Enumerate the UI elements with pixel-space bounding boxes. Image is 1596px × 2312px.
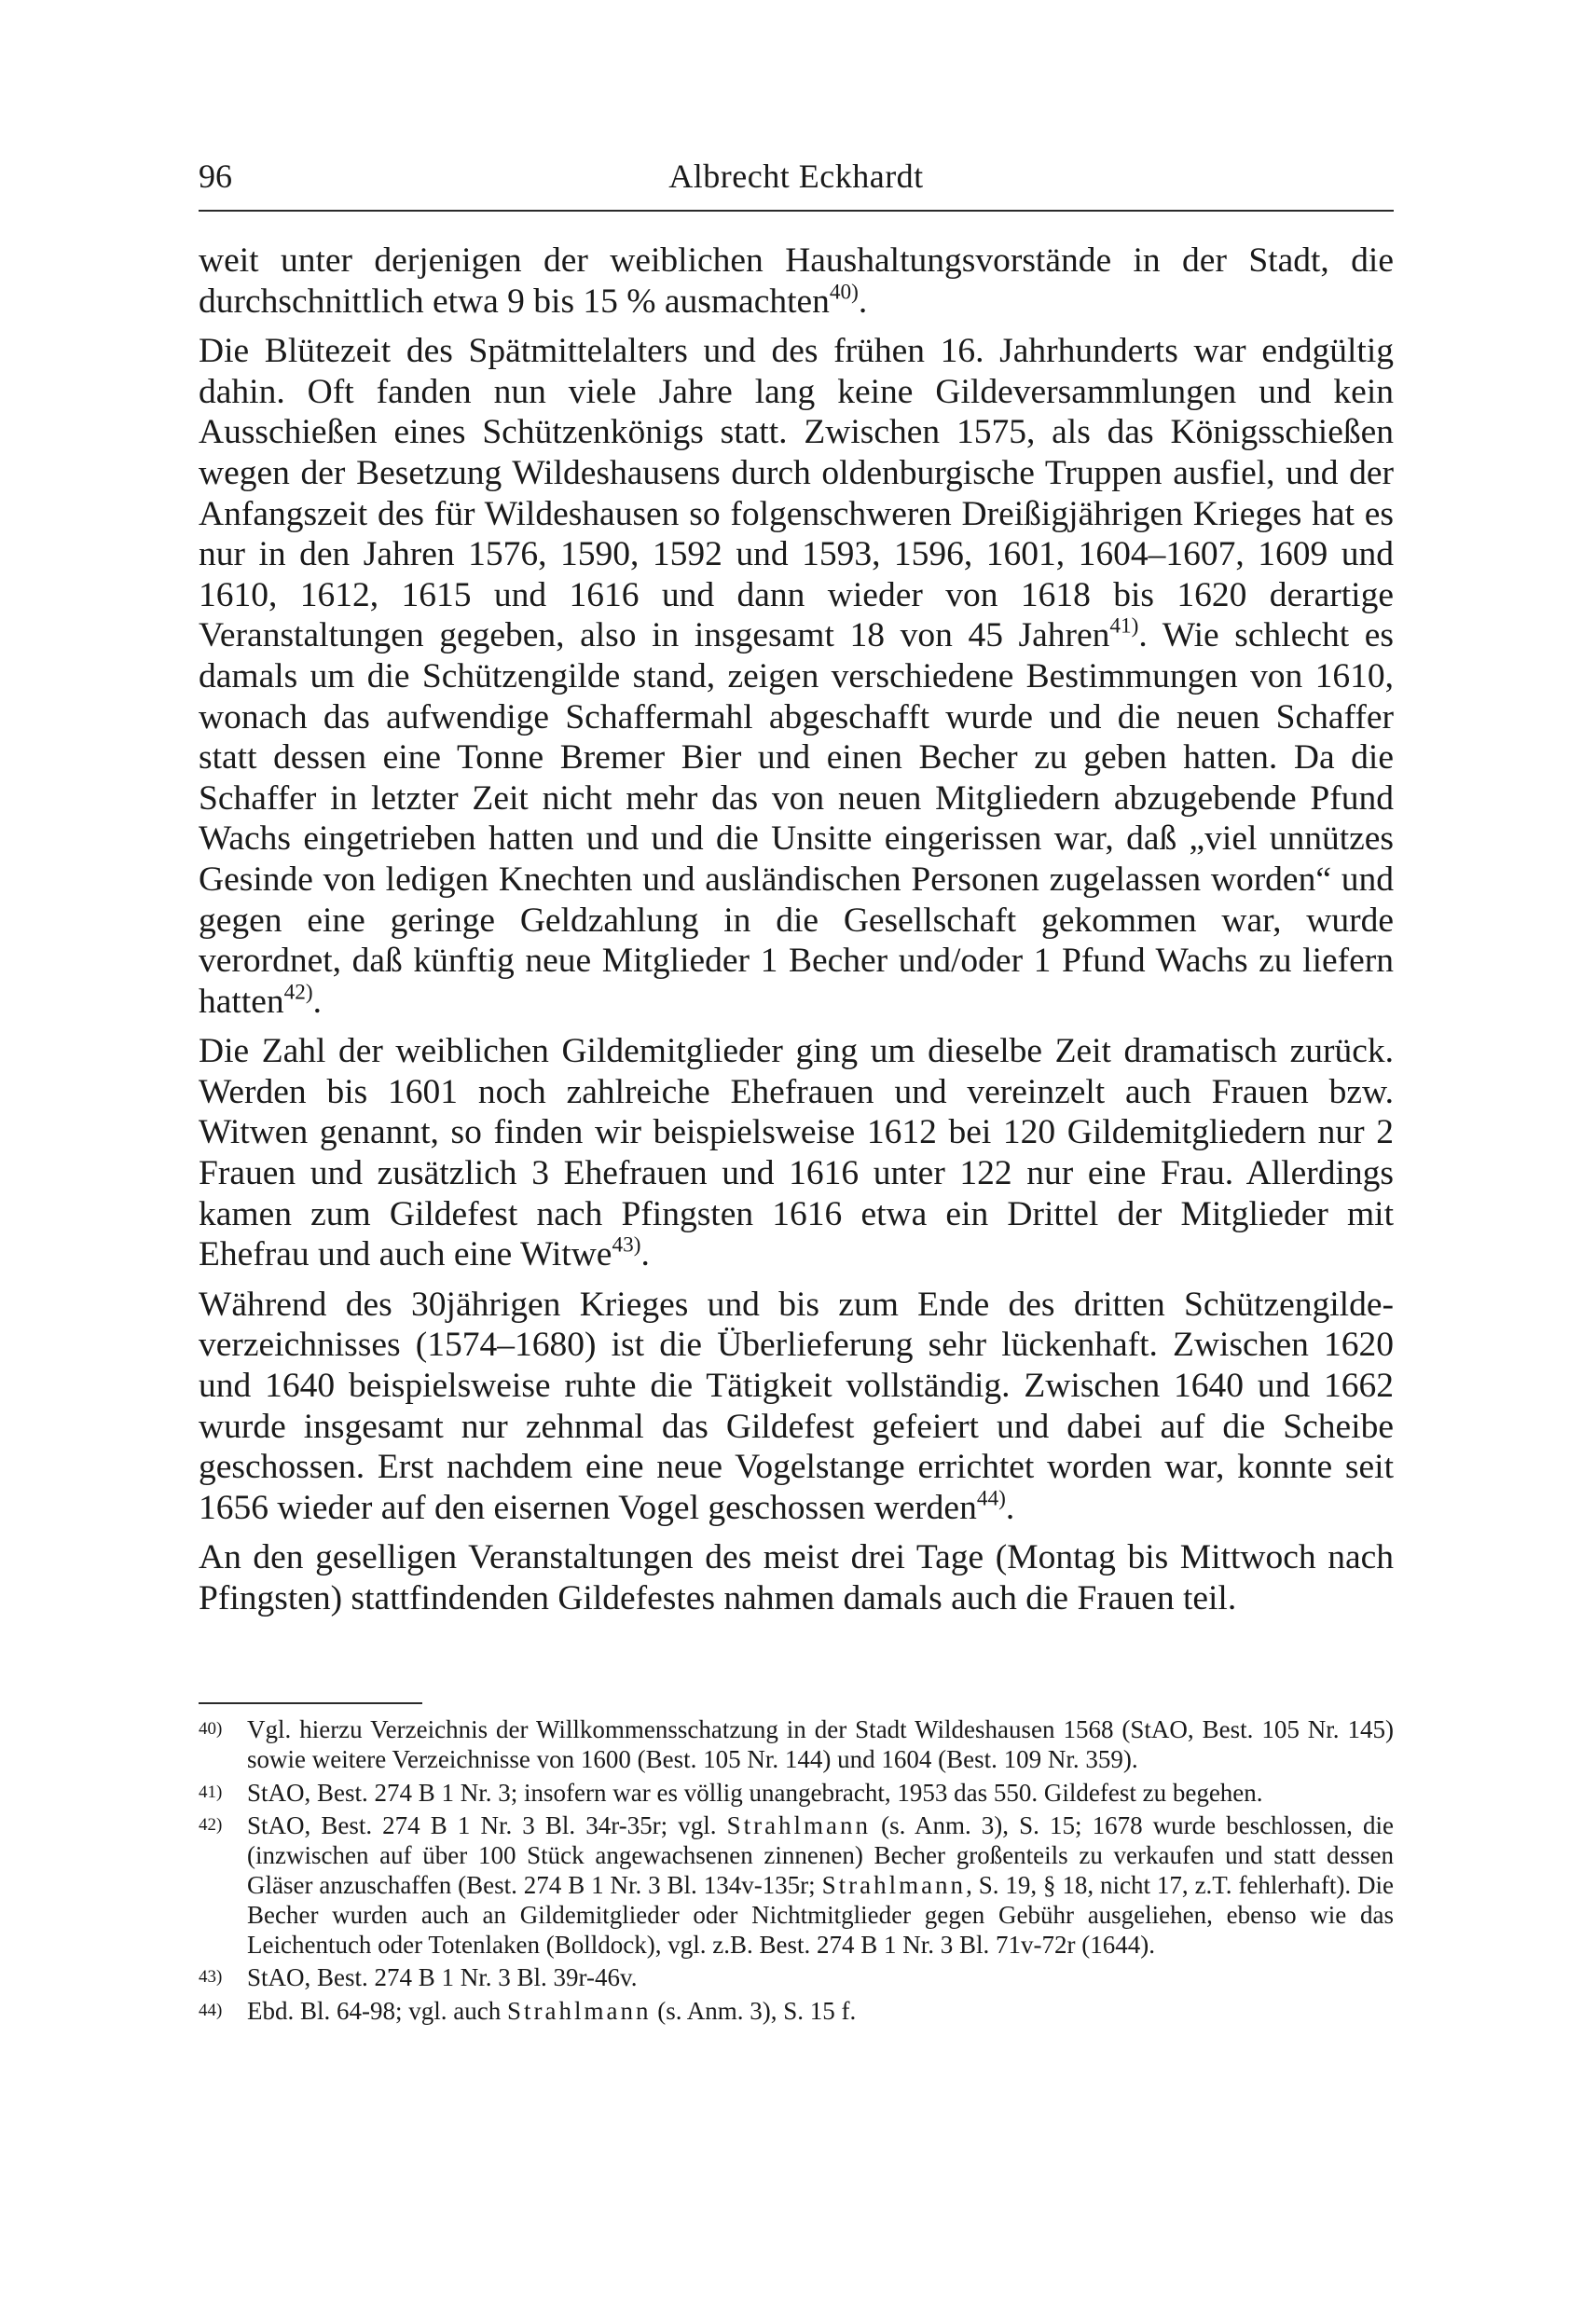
footnote-text: StAO, Best. 274 B 1 Nr. 3 Bl. 39r-46v.: [247, 1963, 638, 1992]
paragraph: [199, 1537, 1394, 1618]
paragraph-text: .: [640, 1235, 650, 1274]
paragraph: [199, 241, 1394, 322]
footnote-reference: 44): [976, 1486, 1006, 1511]
footnote: [199, 1779, 1394, 1809]
paragraph-text: .: [312, 982, 323, 1021]
paragraph-text: Während des 30jährigen Krieges und bis zum Ende des dritten Schützengildeverzeichnisses (1574–1680) ist die Überlieferung sehr lückenhaft. Zwischen 1620 und 1640 beispielsweise ruhte die Tätigkeit vollständig. Zwischen 1640 und 1662 wurde insgesamt nur zehnmal das Gildefest gefeiert und dabei auf die Scheibe geschossen. Erst nachdem eine neue Vogelstange errichtet worden war, konnte seit 1656 wieder auf den eisernen Vogel geschossen werden: [199, 1285, 1394, 1527]
running-head: Albrecht Eckhardt: [668, 158, 924, 195]
paragraph-text: .: [858, 282, 868, 321]
author-name: Strahlmann: [821, 1870, 967, 1899]
paragraph: [199, 1031, 1394, 1275]
footnote-mark: 41): [199, 1782, 223, 1802]
paragraph: [199, 1285, 1394, 1529]
paragraph-text: Die Zahl der weiblichen Gildemitglieder ging um dieselbe Zeit dramatisch zurück. Werden bis 1601 noch zahlreiche Ehefrauen und vereinzelt auch Frauen bzw. Witwen genannt, so finden wir beispielsweise 1612 bei 120 Gildemitgliedern nur 2 Frauen und zusätzlich 3 Ehefrauen und 1616 unter 122 nur eine Frau. Allerdings kamen zum Gildefest nach Pfingsten 1616 etwa ein Drittel der Mitglieder mit Ehefrau und auch eine Witwe: [199, 1032, 1394, 1274]
footnote-reference: 40): [829, 280, 859, 305]
body-text: [199, 241, 1394, 1629]
paragraph-text: . Wie schlecht es damals um die Schützengilde stand, zeigen verschiedene Bestimmungen von 1610, wonach das aufwendige Schaffermahl abgeschafft wurde und die neuen Schaffer statt dessen eine Tonne Bremer Bier und einen Becher zu geben hatten. Da die Schaffer in letzter Zeit nicht mehr das von neuen Mitgliedern abzugebende Pfund Wachs eingetrieben hatten und und die Unsitte eingerissen war, daß „viel unnützes Gesinde von ledigen Knechten und ausländischen Personen zugelassen worden“ und gegen eine geringe Geldzahlung in die Gesellschaft gekommen war, wurde verordnet, daß künftig neue Mitglieder 1 Becher und/oder 1 Pfund Wachs zu liefern hatten: [199, 616, 1394, 1021]
footnote-text: Ebd. Bl. 64-98; vgl. auch Strahlmann (s. Anm. 3), S. 15 f.: [247, 1997, 857, 2026]
footnote: [199, 1811, 1394, 1960]
footnote: [199, 1715, 1394, 1775]
footnote-mark: 43): [199, 1967, 223, 1988]
footnote-text: StAO, Best. 274 B 1 Nr. 3 Bl. 34r-35r; vgl. Strahlmann (s. Anm. 3), S. 15; 1678 wurde beschlossen, die (inzwischen auf über 100 Stück angewachsenen zinnenen) Becher großenteils zu verkaufen und statt dessen Gläser anzuschaffen (Best. 274 B 1 Nr. 3 Bl. 134v-135r; Strahlmann, S. 19, § 18, nicht 17, z.T. fehlerhaft). Die Becher wurden auch an Gildemitglieder oder Nichtmitglieder gegen Gebühr ausgeliehen, ebenso wie das Leichentuch oder Totenlaken (Bolldock), vgl. z.B. Best. 274 B 1 Nr. 3 Bl. 71v-72r (1644).: [247, 1811, 1394, 1959]
footnote: [199, 1963, 1394, 1993]
paragraph: [199, 331, 1394, 1022]
footnote-mark: 44): [199, 2001, 223, 2021]
footnote-reference: 42): [283, 980, 313, 1005]
footnote-mark: 42): [199, 1815, 223, 1836]
page-number: 96: [199, 158, 232, 195]
author-name: Strahlmann: [506, 1997, 652, 2026]
footnote-text: Vgl. hierzu Verzeichnis der Willkommensschatzung in der Stadt Wildeshausen 1568 (StAO, Best. 105 Nr. 145) sowie weitere Verzeichnisse von 1600 (Best. 105 Nr. 144) und 1604 (Best. 109 Nr. 359).: [247, 1715, 1394, 1773]
paragraph-text: An den geselligen Veranstaltungen des meist drei Tage (Montag bis Mittwoch nach Pfingsten) stattfindenden Gildefestes nahmen damals auch die Frauen teil.: [199, 1538, 1394, 1617]
paragraph-text: weit unter derjenigen der weiblichen Haushaltungsvorstände in der Stadt, die durchschnittlich etwa 9 bis 15 % ausmachten: [199, 241, 1394, 321]
footnote-mark: 40): [199, 1719, 223, 1739]
page-header: [199, 156, 1394, 212]
footnote-reference: 43): [612, 1232, 641, 1258]
footnote-text: StAO, Best. 274 B 1 Nr. 3; insofern war es völlig unangebracht, 1953 das 550. Gildefest zu begehen.: [247, 1778, 1263, 1807]
footnotes: [199, 1715, 1394, 2030]
author-name: Strahlmann: [726, 1811, 872, 1840]
paragraph-text: .: [1005, 1488, 1015, 1527]
footnote: [199, 1997, 1394, 2027]
footnote-divider: [199, 1702, 422, 1704]
footnote-reference: 41): [1109, 613, 1139, 639]
paragraph-text: Die Blütezeit des Spätmittelalters und des frühen 16. Jahrhunderts war endgültig dahin. Oft fanden nun viele Jahre lang keine Gildeversammlungen und kein Ausschießen eines Schützenkönigs statt. Zwischen 1575, als das Königsschießen wegen der Besetzung Wildeshausens durch oldenburgische Truppen ausfiel, und der Anfangszeit des für Wildeshausen so folgenschweren Dreißigjährigen Krieges hat es nur in den Jahren 1576, 1590, 1592 und 1593, 1596, 1601, 1604–1607, 1609 und 1610, 1612, 1615 und 1616 und dann wieder von 1618 bis 1620 derartige Veranstaltungen gegeben, also in insgesamt 18 von 45 Jahren: [199, 332, 1394, 655]
